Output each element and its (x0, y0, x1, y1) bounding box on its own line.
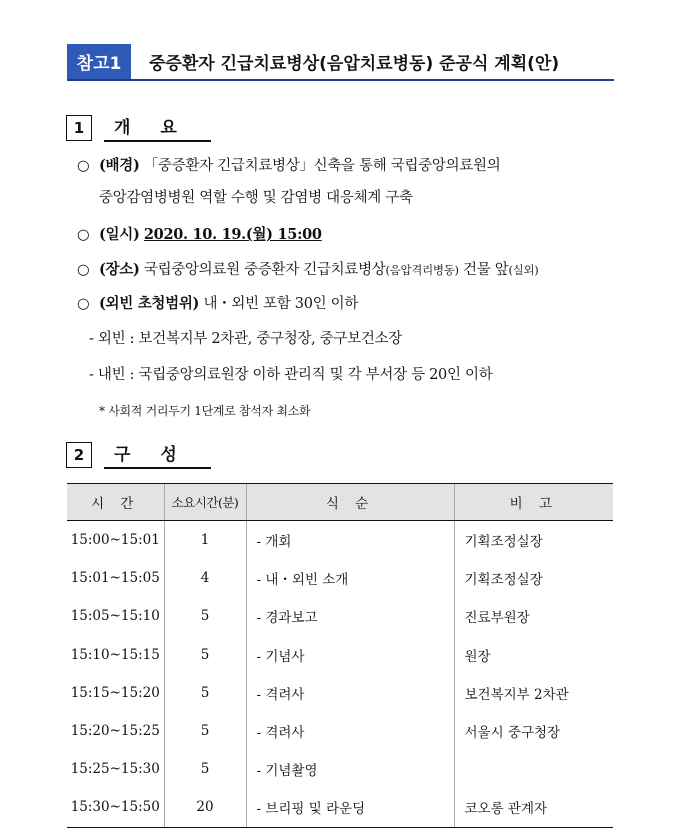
cell-time: 15:25~15:30 (70, 761, 160, 778)
table-row (67, 559, 613, 597)
cell-duration: 5 (164, 712, 246, 750)
cell-duration: 20 (164, 788, 246, 827)
table-row (67, 521, 613, 560)
overview-background-line2: 중앙감염병병원 역할 수행 및 감염병 대응체계 구축 (99, 190, 413, 206)
table-row (67, 636, 613, 674)
date-label: (일시) (99, 226, 140, 243)
place-label: (장소) (99, 261, 140, 278)
cell-order: - 격려사 (246, 674, 454, 712)
place-text: 국립중앙의료원 중증환자 긴급치료병상 (143, 262, 386, 278)
cell-time: 15:05~15:10 (70, 608, 160, 625)
cell-order: - 개회 (246, 521, 454, 560)
cell-duration: 5 (164, 636, 246, 674)
cell-order: - 기념촬영 (246, 750, 454, 788)
bullet: ○ (77, 262, 90, 278)
table-row (67, 750, 613, 788)
cell-order: - 브리핑 및 라운딩 (246, 788, 454, 827)
distancing-note: * 사회적 거리두기 1단계로 참석자 최소화 (99, 404, 311, 418)
cell-duration: 5 (164, 750, 246, 788)
program-table (67, 483, 613, 828)
cell-duration: 5 (164, 674, 246, 712)
guests-label: (외빈 초청범위) (99, 295, 200, 312)
cell-time: 15:01~15:05 (70, 570, 160, 587)
document-header (67, 44, 614, 81)
cell-remarks: 진료부원장 (454, 597, 613, 635)
cell-remarks: 기획조정실장 (454, 521, 613, 560)
date-text: 2020. 10. 19.(월) 15:00 (143, 226, 322, 243)
cell-time: 15:00~15:01 (70, 532, 160, 549)
header-time: 시 간 (67, 484, 164, 521)
cell-order: - 격려사 (246, 712, 454, 750)
header-duration: 소요시간(분) (164, 484, 246, 521)
table-row (67, 788, 613, 827)
cell-order: - 내・외빈 소개 (246, 559, 454, 597)
section-title: 구 성 (104, 440, 211, 469)
cell-time: 15:15~15:20 (70, 684, 160, 701)
background-text: 「중증환자 긴급치료병상」신축을 통해 국립중앙의료원의 (143, 158, 501, 174)
table-header-row (67, 484, 613, 521)
section-overview-heading (66, 114, 211, 141)
cell-time: 15:10~15:15 (70, 646, 160, 663)
cell-order: - 기념사 (246, 636, 454, 674)
header-remarks: 비 고 (454, 484, 613, 521)
place-front: 건물 앞 (458, 262, 509, 278)
section-program-heading (66, 441, 211, 468)
cell-duration: 1 (164, 521, 246, 560)
overview-guests-line (77, 292, 358, 313)
cell-duration: 4 (164, 559, 246, 597)
table-row (67, 674, 613, 712)
cell-remarks: 서울시 중구청장 (454, 712, 613, 750)
overview-date-line (77, 223, 322, 244)
bullet: ○ (77, 158, 90, 174)
cell-remarks: 보건복지부 2차관 (454, 674, 613, 712)
external-guests: - 외빈 : 보건복지부 2차관, 중구청장, 중구보건소장 (89, 331, 403, 347)
section-number: 1 (66, 115, 92, 141)
cell-remarks (454, 750, 613, 788)
section-title: 개 요 (104, 113, 211, 142)
section-number: 2 (66, 442, 92, 468)
cell-time: 15:30~15:50 (67, 788, 164, 827)
cell-remarks: 기획조정실장 (454, 559, 613, 597)
cell-time: 15:20~15:25 (70, 723, 160, 740)
cell-remarks: 코오롱 관계자 (454, 788, 613, 827)
cell-order: - 경과보고 (246, 597, 454, 635)
overview-place-line (77, 258, 538, 279)
reference-badge: 참고1 (67, 44, 131, 79)
background-label: (배경) (99, 157, 140, 174)
overview-background-line1 (77, 154, 500, 175)
bullet: ○ (77, 227, 90, 243)
cell-duration: 5 (164, 597, 246, 635)
header-order: 식 순 (246, 484, 454, 521)
place-outdoor: (실외) (508, 263, 539, 277)
bullet: ○ (77, 296, 90, 312)
guests-text: 내・외빈 포함 30인 이하 (203, 296, 359, 312)
document-title: 중증환자 긴급치료병상(음압치료병동) 준공식 계획(안) (149, 54, 560, 74)
table-row (67, 597, 613, 635)
internal-guests: - 내빈 : 국립중앙의료원장 이하 관리직 및 각 부서장 등 20인 이하 (89, 367, 493, 383)
cell-remarks: 원장 (454, 636, 613, 674)
place-ward: (음압격리병동) (385, 263, 459, 277)
table-row (67, 712, 613, 750)
